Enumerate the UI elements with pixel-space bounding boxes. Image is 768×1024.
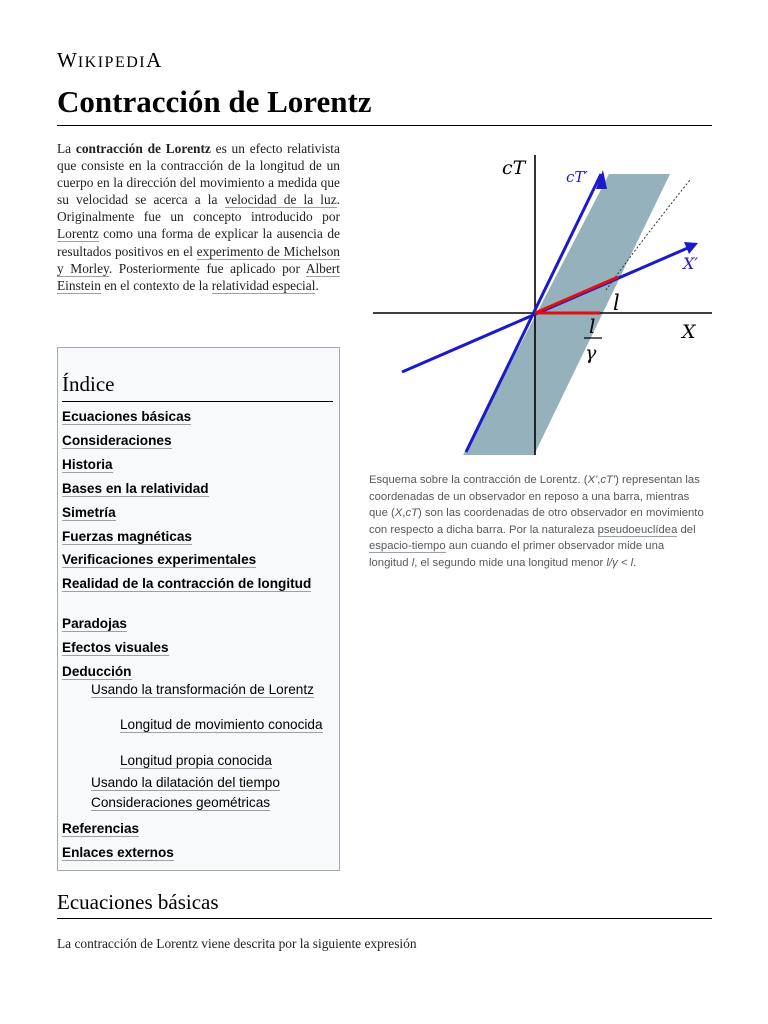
section-heading-ecuaciones-basicas: Ecuaciones básicas	[57, 890, 219, 914]
toc-item-verificaciones-experimentales[interactable]: Verificaciones experimentales	[62, 552, 257, 567]
toc-item-longitud-movimiento[interactable]: Longitud de movimiento conocida	[120, 717, 323, 732]
link-relatividad-especial[interactable]: relatividad especial	[211, 277, 316, 293]
toc-item-consideraciones-geometricas[interactable]: Consideraciones geométricas	[91, 795, 271, 810]
toc-item-fuerzas-magneticas[interactable]: Fuerzas magnéticas	[62, 529, 192, 544]
page-title: Contracción de Lorentz	[57, 84, 372, 119]
toc-item-usando-transformacion[interactable]: Usando la transformación de Lorentz	[91, 682, 314, 697]
toc-item-historia[interactable]: Historia	[62, 457, 113, 472]
toc-divider	[62, 401, 333, 402]
lorentz-contraction-diagram[interactable]	[369, 147, 712, 459]
figure-caption: Esquema sobre la contracción de Lorentz. (X',cT') representan las coordenadas de un observador en reposo a una barra, mientras que (X,cT) son las coordenadas de otro observador en movimiento con respecto a dicha barra. Por la naturaleza pseudoeuclídea del espacio-tiempo aun cuando el primer observador mide una longitud l, el segundo mide una longitud menor l/γ < l.	[369, 474, 704, 569]
toc-item-simetria[interactable]: Simetría	[62, 505, 116, 520]
link-albert-einstein[interactable]: Albert Einstein	[57, 260, 340, 293]
label-x-prime: X′	[683, 254, 699, 273]
article-term: contracción de Lorentz	[75, 141, 211, 156]
toc-item-bases-relatividad[interactable]: Bases en la relatividad	[62, 481, 209, 496]
label-fraction-denominator: γ	[585, 342, 597, 364]
toc-item-referencias[interactable]: Referencias	[62, 821, 140, 836]
toc-item-consideraciones[interactable]: Consideraciones	[62, 433, 172, 448]
link-velocidad-luz[interactable]: velocidad de la luz	[224, 192, 337, 208]
intro-paragraph: La contracción de Lorentz es un efecto relativista que consiste en la contracción de la longitud de un cuerpo en la dirección del movimiento a medida que su velocidad se acerca a la velocidad de la luz. Originalmente fue un concepto introducido por Lorentz como una forma de explicar la ausencia de resultados positivos en el experimento de Michelson y Morley. Posteriormente fue aplicado por Albert Einstein en el contexto de la relatividad especial.	[57, 141, 341, 293]
toc-item-dilatacion-tiempo[interactable]: Usando la dilatación del tiempo	[91, 775, 280, 790]
toc-title: Índice	[62, 372, 115, 396]
label-ct-prime: cT′	[566, 168, 588, 186]
label-l: l	[613, 291, 620, 315]
label-ct: cT	[502, 157, 526, 179]
toc-item-enlaces-externos[interactable]: Enlaces externos	[62, 845, 174, 860]
toc-item-ecuaciones-basicas[interactable]: Ecuaciones básicas	[62, 409, 192, 424]
toc-item-paradojas[interactable]: Paradojas	[62, 616, 127, 631]
toc-item-deduccion[interactable]: Deducción	[62, 664, 132, 679]
section-paragraph: La contracción de Lorentz viene descrita por la siguiente expresión	[57, 936, 417, 951]
link-espacio-tiempo[interactable]: espacio-tiempo	[369, 540, 446, 553]
toc-item-realidad-contraccion[interactable]: Realidad de la contracción de longitud	[62, 576, 312, 591]
link-experimento-michelson-morley[interactable]: experimento de Michelson y Morley	[57, 243, 341, 276]
label-fraction-numerator: l	[589, 314, 596, 338]
link-lorentz[interactable]: Lorentz	[57, 226, 99, 242]
table-of-contents	[57, 347, 340, 871]
link-pseudoeuclidea[interactable]: pseudoeuclídea	[597, 523, 678, 536]
section-divider	[57, 918, 712, 919]
toc-item-longitud-propia[interactable]: Longitud propia conocida	[120, 753, 272, 768]
wikipedia-wordmark[interactable]: WIKIPEDIA	[57, 48, 163, 72]
toc-item-efectos-visuales[interactable]: Efectos visuales	[62, 640, 169, 655]
title-divider	[57, 125, 712, 126]
label-x: X	[682, 321, 696, 343]
